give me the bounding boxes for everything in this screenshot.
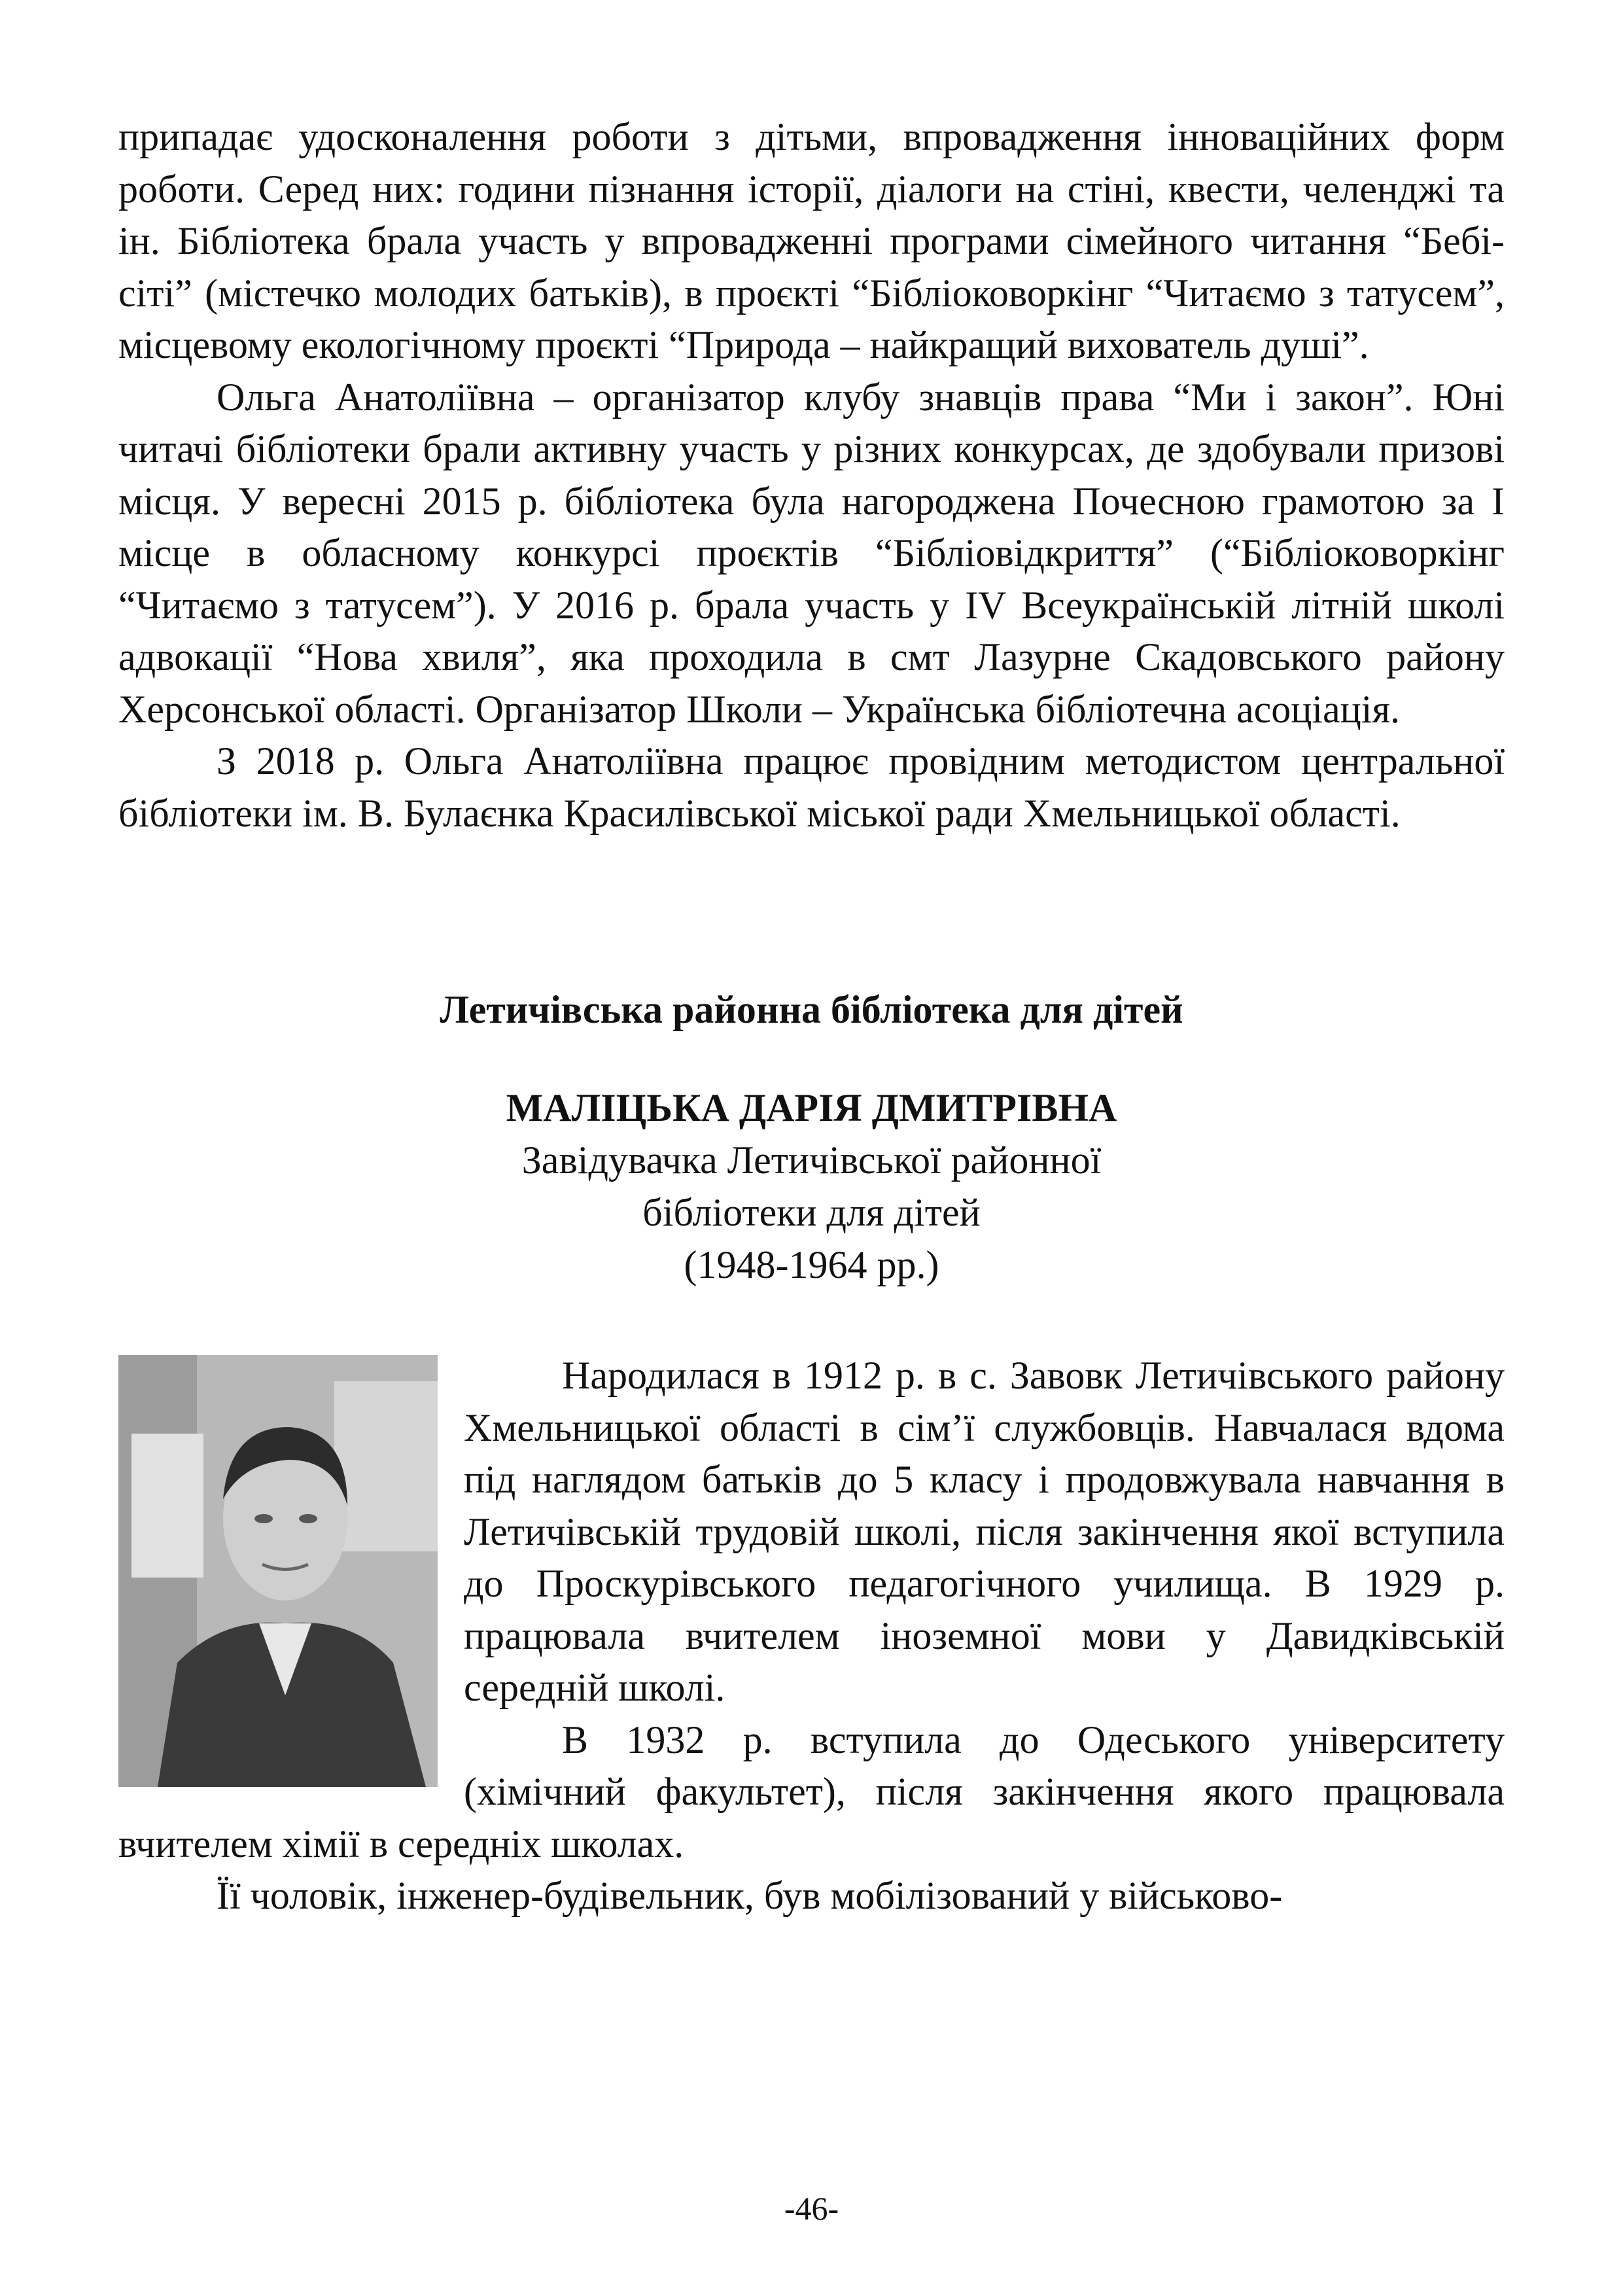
page-content <box>118 111 1505 1922</box>
bio-paragraph: В 1932 р. вступила до Одеського університету (хімічний факультет), після закінчення якого працювала вчителем хімії в середніх школах. <box>118 1718 1505 1865</box>
spacer <box>118 839 1505 983</box>
body-paragraph: Ольга Анатоліївна – організатор клубу знавців права “Ми і закон”. Юні читачі бібліотеки брали активну участь у різних конкурсах, де здобували призові місця. У вересні 2015 р. бібліотека була нагороджена Почесною грамотою за І місце в обласному конкурсі проєктів “Бібліовідкриття” (“Бібліоковоркінг “Читаємо з татусем”). У 2016 р. брала участь у IV Всеукраїнській літній школі адвокації “Нова хвиля”, яка проходила в смт Лазурне Скадовського району Херсонської області. Організатор Школи – Українська бібліотечна асоціація. <box>118 375 1505 731</box>
portrait-photo-drawing <box>118 1355 438 1787</box>
body-paragraph: припадає удосконалення роботи з дітьми, впровадження інноваційних форм роботи. Серед них: години пізнання історії, діалоги на стіні, квести, челенджі та ін. Бібліотека брала участь у впровадженні програми сімейного читання “Бебі-сіті” (містечко молодих батьків), в проєкті “Бібліоковоркінг “Читаємо з татусем”, місцевому екологічному проєкті “Природа – найкращий вихователь душі”. <box>118 115 1505 366</box>
bio-paragraph: Народилася в 1912 р. в с. Завовк Летичівського району Хмельницької області в сім’ї службовців. Навчалася вдома під наглядом батьків до 5 класу і продовжувала навчання в Летичівській трудовій школі, після закінчення якої вступила до Проскурівського педагогічного училища. В 1929 р. працювала вчителем іноземної мови у Давидківській середній школі. <box>464 1354 1505 1709</box>
body-paragraph: З 2018 р. Ольга Анатоліївна працює провідним методистом центральної бібліотеки ім. В. Булаєнка Красилівської міської ради Хмельницької області. <box>118 739 1505 835</box>
person-role-years: (1948-1964 рр.) <box>684 1243 939 1286</box>
page-number: -46- <box>784 2190 839 2227</box>
person-name: МАЛІЦЬКА ДАРІЯ ДМИТРІВНА <box>506 1086 1117 1129</box>
section-title: Летичівська районна бібліотека для дітей <box>440 988 1183 1031</box>
bio-paragraph: Її чоловік, інженер-будівельник, був мобілізований у військово- <box>217 1874 1283 1917</box>
person-role-line: бібліотеки для дітей <box>642 1191 981 1234</box>
spacer <box>118 1291 1505 1350</box>
person-role-line: Завідувачка Летичівської районної <box>521 1139 1102 1182</box>
spacer <box>118 1036 1505 1082</box>
portrait-photo <box>118 1355 438 1787</box>
